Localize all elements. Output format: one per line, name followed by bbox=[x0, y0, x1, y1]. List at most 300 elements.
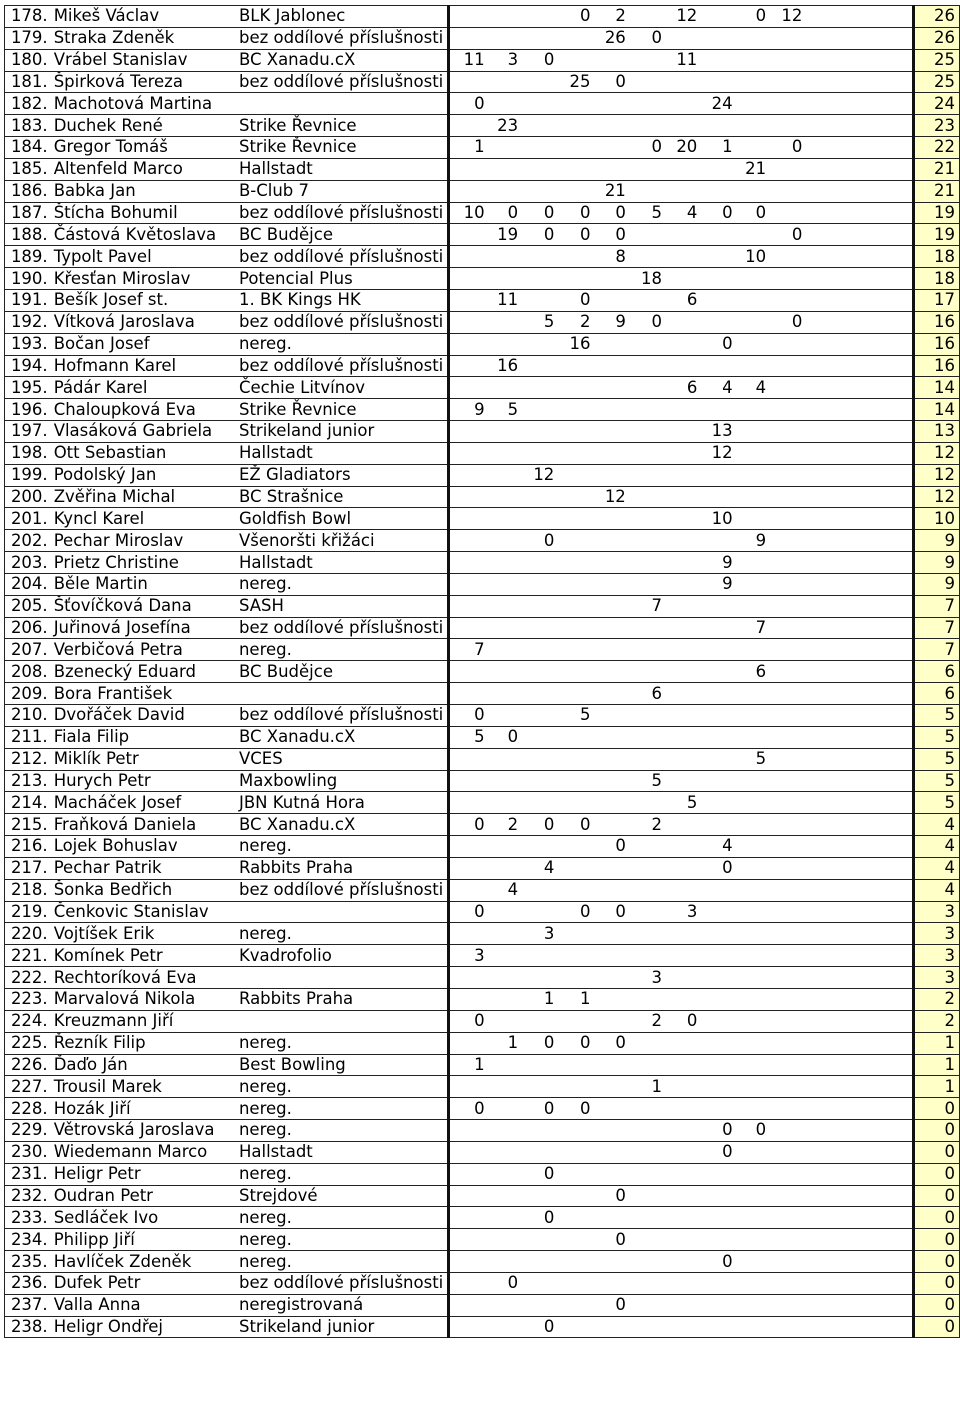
spacer-cell bbox=[804, 137, 913, 159]
score-cell bbox=[556, 268, 592, 290]
score-cell bbox=[487, 1054, 521, 1076]
score-cell bbox=[768, 552, 804, 574]
score-cell bbox=[768, 486, 804, 508]
score-cell bbox=[768, 1032, 804, 1054]
rank-cell: 216. bbox=[5, 836, 52, 858]
rank-cell: 226. bbox=[5, 1054, 52, 1076]
score-cell bbox=[448, 617, 486, 639]
score-cell bbox=[768, 617, 804, 639]
club-cell: bez oddílové příslušnosti bbox=[236, 617, 448, 639]
score-cell bbox=[735, 27, 769, 49]
score-cell bbox=[628, 442, 664, 464]
score-cell bbox=[448, 552, 486, 574]
score-cell bbox=[520, 726, 556, 748]
score-cell bbox=[664, 1141, 699, 1163]
spacer-cell bbox=[804, 1294, 913, 1316]
score-cell bbox=[487, 1251, 521, 1273]
total-cell: 19 bbox=[913, 224, 960, 246]
score-cell bbox=[664, 93, 699, 115]
score-cell bbox=[735, 639, 769, 661]
score-cell bbox=[556, 573, 592, 595]
player-name-cell: Pechar Patrik bbox=[52, 857, 236, 879]
player-name-cell: Fraňková Daniela bbox=[52, 814, 236, 836]
rank-cell: 235. bbox=[5, 1251, 52, 1273]
score-cell bbox=[735, 552, 769, 574]
score-cell bbox=[556, 158, 592, 180]
club-cell: Hallstadt bbox=[236, 1141, 448, 1163]
rank-cell: 207. bbox=[5, 639, 52, 661]
score-cell bbox=[448, 923, 486, 945]
club-cell: nereg. bbox=[236, 639, 448, 661]
score-cell bbox=[768, 464, 804, 486]
score-cell bbox=[735, 595, 769, 617]
score-cell bbox=[520, 1229, 556, 1251]
score-cell bbox=[699, 967, 734, 989]
score-cell bbox=[487, 333, 521, 355]
score-cell bbox=[520, 93, 556, 115]
score-cell: 0 bbox=[520, 49, 556, 71]
score-cell bbox=[593, 661, 628, 683]
score-cell: 2 bbox=[628, 1010, 664, 1032]
total-cell: 6 bbox=[913, 683, 960, 705]
score-cell bbox=[487, 573, 521, 595]
rank-cell: 219. bbox=[5, 901, 52, 923]
score-cell: 0 bbox=[448, 93, 486, 115]
score-cell bbox=[768, 1010, 804, 1032]
table-row bbox=[5, 158, 960, 180]
spacer-cell bbox=[804, 595, 913, 617]
score-cell bbox=[593, 1098, 628, 1120]
player-name-cell: Ott Sebastian bbox=[52, 442, 236, 464]
club-cell: VCES bbox=[236, 748, 448, 770]
score-cell bbox=[487, 1294, 521, 1316]
score-cell bbox=[768, 333, 804, 355]
total-cell: 0 bbox=[913, 1098, 960, 1120]
score-cell bbox=[487, 945, 521, 967]
rank-cell: 215. bbox=[5, 814, 52, 836]
score-cell bbox=[448, 1163, 486, 1185]
table-row bbox=[5, 1032, 960, 1054]
table-row bbox=[5, 399, 960, 421]
total-cell: 12 bbox=[913, 442, 960, 464]
player-name-cell: Macháček Josef bbox=[52, 792, 236, 814]
score-cell bbox=[768, 49, 804, 71]
score-cell bbox=[448, 967, 486, 989]
club-cell: bez oddílové příslušnosti bbox=[236, 71, 448, 93]
total-cell: 0 bbox=[913, 1207, 960, 1229]
score-cell bbox=[520, 573, 556, 595]
total-cell: 9 bbox=[913, 552, 960, 574]
rank-cell: 181. bbox=[5, 71, 52, 93]
score-cell bbox=[699, 268, 734, 290]
rank-cell: 220. bbox=[5, 923, 52, 945]
score-cell: 0 bbox=[593, 1229, 628, 1251]
rank-cell: 202. bbox=[5, 530, 52, 552]
player-name-cell: Machotová Martina bbox=[52, 93, 236, 115]
score-cell: 18 bbox=[628, 268, 664, 290]
table-row bbox=[5, 945, 960, 967]
score-cell: 24 bbox=[699, 93, 734, 115]
spacer-cell bbox=[804, 770, 913, 792]
spacer-cell bbox=[804, 792, 913, 814]
player-name-cell: Heligr Petr bbox=[52, 1163, 236, 1185]
score-cell bbox=[520, 770, 556, 792]
score-cell bbox=[448, 1207, 486, 1229]
score-cell bbox=[448, 71, 486, 93]
score-cell bbox=[768, 1120, 804, 1142]
score-cell: 2 bbox=[487, 814, 521, 836]
score-cell bbox=[628, 1272, 664, 1294]
rank-cell: 217. bbox=[5, 857, 52, 879]
score-cell bbox=[664, 421, 699, 443]
player-name-cell: Částová Květoslava bbox=[52, 224, 236, 246]
player-name-cell: Bešík Josef st. bbox=[52, 289, 236, 311]
club-cell: Hallstadt bbox=[236, 552, 448, 574]
score-cell bbox=[768, 792, 804, 814]
total-cell: 13 bbox=[913, 421, 960, 443]
score-cell: 4 bbox=[735, 377, 769, 399]
total-cell: 4 bbox=[913, 857, 960, 879]
score-cell: 10 bbox=[448, 202, 486, 224]
total-cell: 0 bbox=[913, 1294, 960, 1316]
score-cell bbox=[735, 486, 769, 508]
rank-cell: 188. bbox=[5, 224, 52, 246]
score-cell bbox=[520, 289, 556, 311]
score-cell bbox=[664, 988, 699, 1010]
score-cell bbox=[664, 967, 699, 989]
spacer-cell bbox=[804, 93, 913, 115]
score-cell bbox=[628, 246, 664, 268]
score-cell bbox=[593, 552, 628, 574]
score-cell bbox=[699, 1207, 734, 1229]
score-cell bbox=[520, 180, 556, 202]
spacer-cell bbox=[804, 1076, 913, 1098]
score-cell bbox=[664, 115, 699, 137]
club-cell bbox=[236, 683, 448, 705]
spacer-cell bbox=[804, 1010, 913, 1032]
score-cell bbox=[556, 355, 592, 377]
score-cell bbox=[556, 1316, 592, 1338]
spacer-cell bbox=[804, 202, 913, 224]
rank-cell: 199. bbox=[5, 464, 52, 486]
score-cell: 10 bbox=[735, 246, 769, 268]
score-cell: 0 bbox=[520, 224, 556, 246]
score-cell bbox=[768, 1141, 804, 1163]
score-cell: 9 bbox=[593, 311, 628, 333]
score-cell bbox=[768, 1316, 804, 1338]
score-cell: 16 bbox=[556, 333, 592, 355]
score-cell bbox=[487, 93, 521, 115]
club-cell: Strejdové bbox=[236, 1185, 448, 1207]
score-cell bbox=[487, 158, 521, 180]
club-cell bbox=[236, 93, 448, 115]
rank-cell: 190. bbox=[5, 268, 52, 290]
score-cell bbox=[699, 289, 734, 311]
score-cell bbox=[664, 508, 699, 530]
rank-cell: 200. bbox=[5, 486, 52, 508]
score-cell: 1 bbox=[556, 988, 592, 1010]
score-cell bbox=[487, 792, 521, 814]
score-cell bbox=[664, 1054, 699, 1076]
score-cell bbox=[520, 836, 556, 858]
score-cell bbox=[556, 1010, 592, 1032]
score-cell bbox=[664, 573, 699, 595]
rank-cell: 187. bbox=[5, 202, 52, 224]
score-cell bbox=[768, 27, 804, 49]
player-name-cell: Bočan Josef bbox=[52, 333, 236, 355]
score-cell bbox=[448, 508, 486, 530]
score-cell bbox=[593, 639, 628, 661]
score-cell bbox=[448, 464, 486, 486]
score-cell: 0 bbox=[628, 27, 664, 49]
score-cell bbox=[735, 1032, 769, 1054]
total-cell: 12 bbox=[913, 486, 960, 508]
score-cell bbox=[699, 71, 734, 93]
score-cell bbox=[664, 530, 699, 552]
score-cell bbox=[699, 464, 734, 486]
score-cell bbox=[556, 1076, 592, 1098]
table-row bbox=[5, 464, 960, 486]
score-cell bbox=[735, 770, 769, 792]
score-cell bbox=[628, 399, 664, 421]
score-cell bbox=[487, 1185, 521, 1207]
spacer-cell bbox=[804, 988, 913, 1010]
player-name-cell: Prietz Christine bbox=[52, 552, 236, 574]
score-cell bbox=[735, 1207, 769, 1229]
score-cell bbox=[487, 857, 521, 879]
score-cell bbox=[735, 683, 769, 705]
score-cell: 23 bbox=[487, 115, 521, 137]
score-cell bbox=[699, 115, 734, 137]
player-name-cell: Typolt Pavel bbox=[52, 246, 236, 268]
score-cell bbox=[664, 180, 699, 202]
total-cell: 3 bbox=[913, 967, 960, 989]
player-name-cell: Šonka Bedřich bbox=[52, 879, 236, 901]
score-cell bbox=[628, 530, 664, 552]
score-cell bbox=[487, 71, 521, 93]
score-cell bbox=[699, 595, 734, 617]
score-cell bbox=[556, 836, 592, 858]
total-cell: 22 bbox=[913, 137, 960, 159]
club-cell: nereg. bbox=[236, 1163, 448, 1185]
score-cell bbox=[448, 27, 486, 49]
rank-cell: 231. bbox=[5, 1163, 52, 1185]
total-cell: 26 bbox=[913, 6, 960, 28]
score-cell bbox=[487, 770, 521, 792]
score-cell bbox=[768, 836, 804, 858]
score-cell: 0 bbox=[556, 1098, 592, 1120]
score-cell bbox=[593, 857, 628, 879]
score-cell: 0 bbox=[448, 1010, 486, 1032]
table-row bbox=[5, 552, 960, 574]
score-cell bbox=[664, 311, 699, 333]
score-cell bbox=[593, 1054, 628, 1076]
score-cell bbox=[735, 333, 769, 355]
score-cell: 0 bbox=[768, 311, 804, 333]
score-cell bbox=[664, 705, 699, 727]
score-cell bbox=[556, 748, 592, 770]
score-cell: 5 bbox=[520, 311, 556, 333]
spacer-cell bbox=[804, 464, 913, 486]
score-cell bbox=[520, 705, 556, 727]
score-cell bbox=[593, 988, 628, 1010]
score-cell: 12 bbox=[520, 464, 556, 486]
score-cell bbox=[448, 246, 486, 268]
score-cell bbox=[628, 836, 664, 858]
total-cell: 25 bbox=[913, 49, 960, 71]
rank-cell: 233. bbox=[5, 1207, 52, 1229]
player-name-cell: Křesťan Miroslav bbox=[52, 268, 236, 290]
score-cell bbox=[768, 748, 804, 770]
score-cell bbox=[487, 137, 521, 159]
table-row bbox=[5, 1272, 960, 1294]
score-cell bbox=[556, 1294, 592, 1316]
score-cell bbox=[699, 6, 734, 28]
total-cell: 10 bbox=[913, 508, 960, 530]
rank-cell: 195. bbox=[5, 377, 52, 399]
score-cell bbox=[628, 857, 664, 879]
table-row bbox=[5, 617, 960, 639]
score-cell bbox=[628, 180, 664, 202]
rank-cell: 180. bbox=[5, 49, 52, 71]
club-cell: Goldfish Bowl bbox=[236, 508, 448, 530]
rank-cell: 196. bbox=[5, 399, 52, 421]
player-name-cell: Wiedemann Marco bbox=[52, 1141, 236, 1163]
spacer-cell bbox=[804, 901, 913, 923]
score-cell bbox=[487, 617, 521, 639]
score-cell: 3 bbox=[664, 901, 699, 923]
score-cell bbox=[556, 683, 592, 705]
score-cell bbox=[487, 6, 521, 28]
club-cell: Všenoršti křižáci bbox=[236, 530, 448, 552]
score-cell: 3 bbox=[487, 49, 521, 71]
score-cell bbox=[556, 442, 592, 464]
rank-cell: 222. bbox=[5, 967, 52, 989]
score-cell: 0 bbox=[593, 202, 628, 224]
score-cell bbox=[735, 1294, 769, 1316]
spacer-cell bbox=[804, 748, 913, 770]
score-cell bbox=[556, 530, 592, 552]
score-cell bbox=[768, 661, 804, 683]
score-cell bbox=[699, 246, 734, 268]
rank-cell: 230. bbox=[5, 1141, 52, 1163]
ranking-rows bbox=[5, 6, 960, 1338]
score-cell bbox=[520, 115, 556, 137]
table-row bbox=[5, 377, 960, 399]
spacer-cell bbox=[804, 967, 913, 989]
score-cell bbox=[699, 1032, 734, 1054]
score-cell: 0 bbox=[520, 1316, 556, 1338]
table-row bbox=[5, 333, 960, 355]
spacer-cell bbox=[804, 1054, 913, 1076]
total-cell: 6 bbox=[913, 661, 960, 683]
score-cell bbox=[768, 770, 804, 792]
club-cell: bez oddílové příslušnosti bbox=[236, 705, 448, 727]
table-row bbox=[5, 6, 960, 28]
player-name-cell: Běle Martin bbox=[52, 573, 236, 595]
score-cell: 5 bbox=[628, 202, 664, 224]
score-cell bbox=[556, 137, 592, 159]
score-cell bbox=[628, 748, 664, 770]
club-cell: Strike Řevnice bbox=[236, 399, 448, 421]
table-row bbox=[5, 486, 960, 508]
table-row bbox=[5, 814, 960, 836]
score-cell bbox=[735, 1054, 769, 1076]
total-cell: 0 bbox=[913, 1163, 960, 1185]
score-cell bbox=[735, 49, 769, 71]
score-cell bbox=[487, 27, 521, 49]
table-row bbox=[5, 421, 960, 443]
rank-cell: 204. bbox=[5, 573, 52, 595]
score-cell bbox=[628, 1141, 664, 1163]
total-cell: 14 bbox=[913, 399, 960, 421]
score-cell bbox=[593, 814, 628, 836]
score-cell: 0 bbox=[448, 814, 486, 836]
spacer-cell bbox=[804, 311, 913, 333]
score-cell bbox=[699, 705, 734, 727]
total-cell: 3 bbox=[913, 923, 960, 945]
score-cell bbox=[699, 1185, 734, 1207]
score-cell bbox=[699, 27, 734, 49]
table-row bbox=[5, 595, 960, 617]
score-cell bbox=[448, 1185, 486, 1207]
score-cell: 1 bbox=[448, 137, 486, 159]
score-cell bbox=[487, 1163, 521, 1185]
score-cell bbox=[487, 836, 521, 858]
score-cell bbox=[520, 486, 556, 508]
rank-cell: 213. bbox=[5, 770, 52, 792]
spacer-cell bbox=[804, 49, 913, 71]
score-cell bbox=[768, 1272, 804, 1294]
club-cell: SASH bbox=[236, 595, 448, 617]
score-cell bbox=[593, 1010, 628, 1032]
score-cell bbox=[664, 1076, 699, 1098]
score-cell bbox=[448, 661, 486, 683]
club-cell: nereg. bbox=[236, 1120, 448, 1142]
score-cell: 5 bbox=[664, 792, 699, 814]
table-row bbox=[5, 1076, 960, 1098]
table-row bbox=[5, 1054, 960, 1076]
score-cell: 9 bbox=[699, 552, 734, 574]
score-cell: 12 bbox=[593, 486, 628, 508]
score-cell bbox=[448, 1141, 486, 1163]
score-cell bbox=[768, 93, 804, 115]
score-cell bbox=[628, 224, 664, 246]
score-cell bbox=[593, 333, 628, 355]
player-name-cell: Chaloupková Eva bbox=[52, 399, 236, 421]
score-cell bbox=[664, 748, 699, 770]
score-cell bbox=[520, 748, 556, 770]
score-cell bbox=[628, 705, 664, 727]
score-cell bbox=[448, 486, 486, 508]
spacer-cell bbox=[804, 224, 913, 246]
table-row bbox=[5, 180, 960, 202]
score-cell bbox=[735, 1098, 769, 1120]
total-cell: 16 bbox=[913, 333, 960, 355]
score-cell bbox=[664, 726, 699, 748]
score-cell bbox=[664, 617, 699, 639]
score-cell bbox=[735, 573, 769, 595]
total-cell: 0 bbox=[913, 1120, 960, 1142]
player-name-cell: Dufek Petr bbox=[52, 1272, 236, 1294]
score-cell bbox=[699, 988, 734, 1010]
score-cell bbox=[735, 355, 769, 377]
score-cell bbox=[556, 1054, 592, 1076]
score-cell bbox=[487, 180, 521, 202]
table-row bbox=[5, 1098, 960, 1120]
score-cell bbox=[699, 1163, 734, 1185]
score-cell bbox=[487, 268, 521, 290]
